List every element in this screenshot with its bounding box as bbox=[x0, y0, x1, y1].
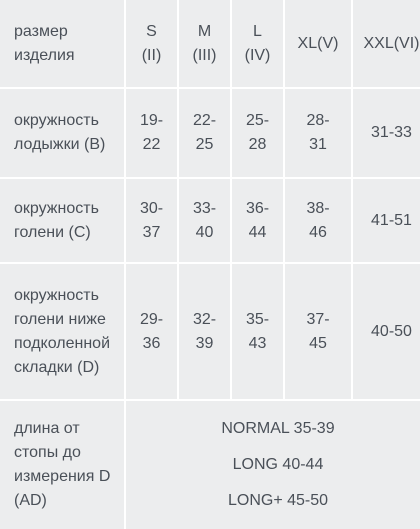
length-option-long-plus: LONG+ 45-50 bbox=[227, 492, 329, 509]
row-ankle-value-xxl: 31-33 bbox=[353, 89, 420, 177]
row-below-knee-value-m: 32- 39 bbox=[179, 264, 230, 399]
row-ankle-value-m: 22- 25 bbox=[179, 89, 230, 177]
header-size-xl: XL(V) bbox=[285, 0, 351, 87]
row-below-knee-value-xxl: 40-50 bbox=[353, 264, 420, 399]
row-calf-value-xxl: 41-51 bbox=[353, 179, 420, 262]
row-below-knee-label: окружность голени ниже подколенной складки (D) bbox=[0, 264, 124, 399]
row-ankle-value-s: 19- 22 bbox=[126, 89, 177, 177]
header-size-xxl: XXL(VI) bbox=[353, 0, 420, 87]
length-option-normal: NORMAL 35-39 bbox=[221, 420, 335, 437]
row-ankle-label: окружность лодыжки (B) bbox=[0, 89, 124, 177]
length-option-long: LONG 40-44 bbox=[232, 456, 324, 473]
row-calf-value-l: 36- 44 bbox=[232, 179, 283, 262]
row-calf-value-xl: 38- 46 bbox=[285, 179, 351, 262]
header-size-label: размер изделия bbox=[0, 0, 124, 87]
length-options bbox=[126, 401, 420, 529]
row-below-knee-value-s: 29- 36 bbox=[126, 264, 177, 399]
header-size-l: L (IV) bbox=[232, 0, 283, 87]
row-calf-value-m: 33- 40 bbox=[179, 179, 230, 262]
header-size-s: S (II) bbox=[126, 0, 177, 87]
header-size-m: M (III) bbox=[179, 0, 230, 87]
row-calf-value-s: 30- 37 bbox=[126, 179, 177, 262]
row-calf-label: окружность голени (C) bbox=[0, 179, 124, 262]
row-ankle-value-xl: 28- 31 bbox=[285, 89, 351, 177]
row-length-label: длина от стопы до измерения D (AD) bbox=[0, 401, 124, 529]
row-ankle-value-l: 25- 28 bbox=[232, 89, 283, 177]
row-below-knee-value-xl: 37- 45 bbox=[285, 264, 351, 399]
row-below-knee-value-l: 35- 43 bbox=[232, 264, 283, 399]
